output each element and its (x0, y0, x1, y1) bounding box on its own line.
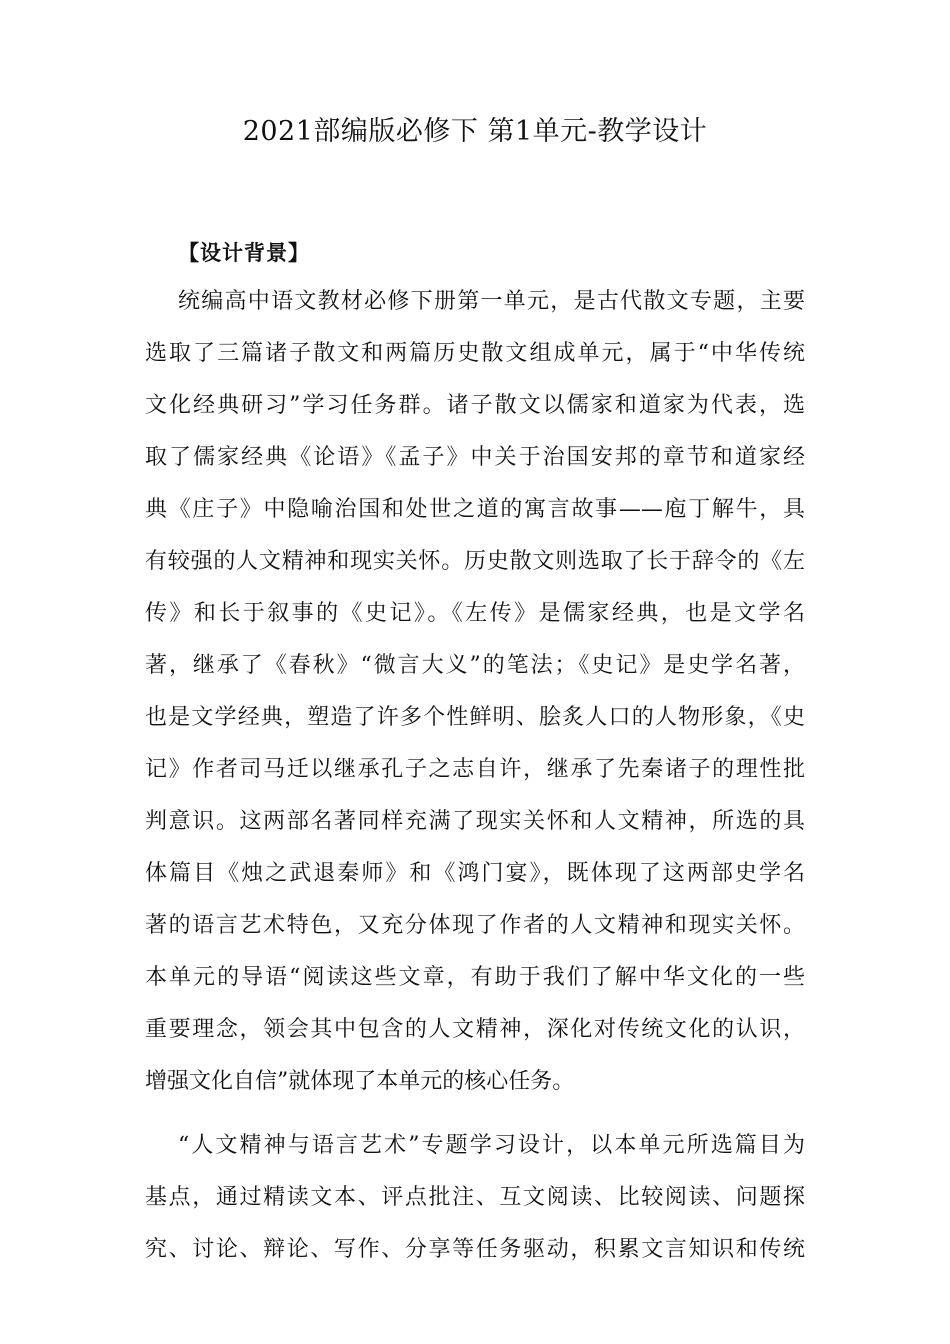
document-title: 2021部编版必修下 第1单元-教学设计 (242, 116, 708, 147)
paragraph-line: 本单元的导语“阅读这些文章，有助于我们了解中华文化的一些 (145, 965, 805, 990)
paragraph-line: 记》作者司马迁以继承孔子之志自许，继承了先秦诸子的理性批 (145, 757, 805, 782)
paragraph-line: 也是文学经典，塑造了许多个性鲜明、脍炙人口的人物形象，《史 (145, 705, 805, 730)
paragraph-line: 增强文化自信”就体现了本单元的核心任务。 (145, 1069, 575, 1094)
paragraph-line: 统编高中语文教材必修下册第一单元，是古代散文专题，主要 (178, 289, 805, 314)
paragraph-line: 取了儒家经典《论语》《孟子》中关于治国安邦的章节和道家经 (145, 445, 805, 470)
paragraph-line: 著，继承了《春秋》“微言大义”的笔法；《史记》是史学名著， (145, 653, 805, 678)
paragraph-line: 文化经典研习”学习任务群。诸子散文以儒家和道家为代表，选 (145, 393, 805, 418)
paragraph-line: 基点，通过精读文本、评点批注、互文阅读、比较阅读、问题探 (145, 1185, 805, 1210)
paragraph-line: “人文精神与语言艺术”专题学习设计，以本单元所选篇目为 (178, 1133, 805, 1158)
paragraph-line: 判意识。这两部名著同样充满了现实关怀和人文精神，所选的具 (145, 809, 805, 834)
paragraph-line: 重要理念，领会其中包含的人文精神，深化对传统文化的认识， (145, 1017, 805, 1042)
paragraph-line: 选取了三篇诸子散文和两篇历史散文组成单元，属于“中华传统 (145, 341, 805, 366)
paragraph-line: 有较强的人文精神和现实关怀。历史散文则选取了长于辞令的《左 (145, 549, 805, 574)
paragraph-line: 究、讨论、辩论、写作、分享等任务驱动，积累文言知识和传统 (145, 1237, 805, 1262)
paragraph-line: 传》和长于叙事的《史记》。《左传》是儒家经典，也是文学名 (145, 601, 805, 626)
paragraph-line: 著的语言艺术特色，又充分体现了作者的人文精神和现实关怀。 (145, 913, 805, 938)
paragraph-line: 体篇目《烛之武退秦师》和《鸿门宴》，既体现了这两部史学名 (145, 861, 805, 886)
paragraph-line: 典《庄子》中隐喻治国和处世之道的寓言故事——庖丁解牛，具 (145, 497, 805, 522)
section-heading-design-background: 【设计背景】 (178, 241, 310, 265)
